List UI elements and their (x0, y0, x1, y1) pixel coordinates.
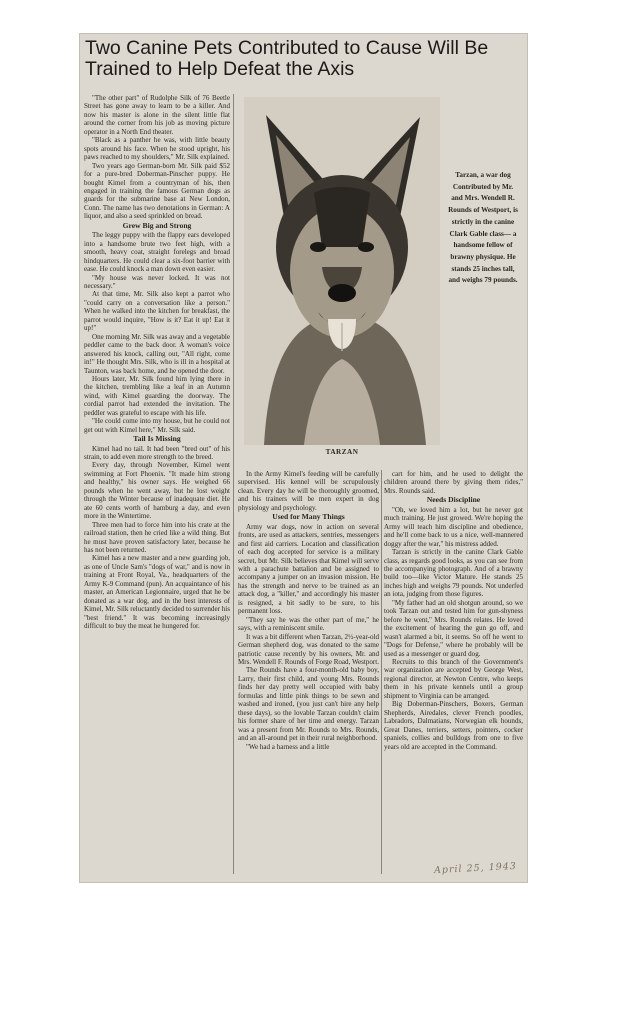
paragraph: One morning Mr. Silk was away and a vegetable peddler came to the back door. A woman's voice answered his knock, calling out, "All right, come in!" He thought Mrs. Silk, who is ill in a hospital at Taunton, was back home, and he opened the door. (84, 332, 230, 375)
paragraph: "We had a harness and a little (246, 742, 330, 751)
paragraph: "Black as a panther he was, with little beauty spots around his face. When he stood upright, his paws reached to my shoulders," Mr. Silk explained. (84, 136, 230, 162)
tarzan-photo (244, 97, 440, 445)
paragraph: "He could come into my house, but he could not get out with Kimel here," Mr. Silk said. (84, 417, 230, 434)
headline: Two Canine Pets Contributed to Cause Will Be Trained to Help Defeat the Axis (85, 37, 489, 80)
paragraph: Kimel has a new master and a new guarding job, as one of Uncle Sam's "dogs of war," and is now in training at Front Royal, Va., headquarters of the Army K-9 Command (pun). An acquaintance of his master, an American Legionnaire, urged that he be donated as a war dog, and in the best interests of Kimel, Mr. Silk reluctantly decided to surrender his "best friend." It was becoming increasingly difficult to buy the meat he hungered for. (84, 554, 230, 631)
paragraph: "My house was never locked. It was not necessary." (84, 273, 230, 290)
paragraph: cart for him, and he used to delight the children around there by giving them rides," Mrs. Rounds said. (384, 470, 523, 495)
paragraph: Every day, through November, Kimel went swimming at Fort Phoenix. "It made him strong and healthy," his owner says. He weighed 66 pounds when he went away, but he lost weight through the Winter because of inadequate diet. He ate 60 cents worth of hamburg a day, and even more in the Wintertime. (84, 461, 230, 521)
paragraph: "They say he was the other part of me," he says, with a reminiscent smile. (238, 615, 379, 633)
paragraph: In the Army Kimel's feeding will be carefully supervised. His kennel will be scrupulously clean. Every day he will be thoroughly groomed, and his trainers will be men expert in dog physiology and psychology. (238, 470, 379, 512)
subhead-grew-big: Grew Big and Strong (122, 220, 192, 230)
column-rule (381, 470, 382, 874)
subhead-discipline: Needs Discipline (426, 495, 481, 505)
subhead-many-things: Used for Many Things (272, 512, 345, 522)
article-column-1 (84, 94, 230, 874)
paragraph: Hours later, Mr. Silk found him lying there in the kitchen, trembling like a leaf in an Autumn wind, with Kimel guarding the doorway. The cordial parrot had extended the invitation. The peddler was grateful to escape with his life. (84, 374, 230, 417)
paragraph: Three men had to force him into his crate at the railroad station, then he cried like a wild thing. But he must have proven satisfactory later, because he has not been returned. (84, 520, 230, 555)
photo-label: TARZAN (325, 448, 359, 456)
photo-block (237, 94, 522, 466)
paragraph: The leggy puppy with the flappy ears developed into a handsome brute two feet high, with a smooth, heavy coat, straight forelegs and broad hindquarters. He could clear a six-foot barrier with ease. He could knock a man down even easier. (84, 231, 230, 274)
paragraph: "My father had an old shotgun around, so we took Tarzan out and tested him for gun-shyness before he went," Mrs. Rounds relates. He loved the excitement of hearing the gun go off, and wasn't alarmed a bit, it seems. So off he went to "Dogs for Defense," where he probably will be used as a messenger or guard dog. (384, 598, 523, 658)
paragraph: It was a bit different when Tarzan, 2½-year-old German shepherd dog, was donated to the same patriotic cause recently by his owners, Mr. and Mrs. Wendell F. Rounds of Forge Road, Westport. (238, 632, 379, 666)
subhead-tail-missing: Tail Is Missing (133, 434, 181, 444)
column-rule (233, 94, 234, 874)
article-column-3 (384, 470, 523, 877)
paragraph: "Oh, we loved him a lot, but he never got much training. He just growed. We're hoping the Army will teach him discipline and obedience, and he'll come back to us a nice, well-mannered doggy after the war," his mistress added. (384, 505, 523, 548)
paragraph: Army war dogs, now in action on several fronts, are used as attackers, sentries, messengers and first aid carriers. Location and classification of each dog accepted for service is a military secret, but Mr. Silk believes that Kimel will serve with a parachute battalion and be assigned to accompany a jumper on an invasion mission. He has the strength and nerve to be trained as an attack dog, a "killer," and accordingly his master is resigned, a bit sadly to be sure, to his permanent loss. (238, 522, 379, 616)
paragraph: Recruits to this branch of the Government's war organization are accepted by George West, regional director, at Newton Centre, who keeps them in his private kennels until a group shipment to Virginia can be arranged. (384, 657, 523, 700)
paragraph: Big Doberman-Pinschers, Boxers, German Shepherds, Airedales, clever French poodles, Labradors, Dalmatians, Norwegian elk hounds, Great Danes, terriers, setters, pointers, cocker spaniels, collies and bulldogs from one to five years old are accepted in the Command. (384, 700, 523, 751)
article-column-2 (238, 470, 379, 874)
photo-side-caption: Tarzan, a war dog Contributed by Mr. and Mrs. Wendell R. Rounds of Westport, is strictly in the canine Clark Gable class— a handsome fellow of brawny physique. He stands 25 inches tall, and weighs 79 pounds. (448, 171, 518, 285)
newspaper-clipping (79, 33, 528, 883)
paragraph: The Rounds have a four-month-old baby boy, Larry, their first child, and young Mrs. Rounds finds her day pretty well occupied with baby formulas and little pink things to be sewn and washed and ironed, (you just can't hire any help these days), so the lovable Tarzan couldn't claim his former share of her time and energy. Tarzan was a present from Mr. Rounds to Mrs. Rounds, and an all-around pet in their rural neighborhood. (238, 666, 379, 743)
handwritten-date: April 25, 1943 (433, 860, 518, 877)
paragraph: At that time, Mr. Silk also kept a parrot who "could carry on a conversation like a person." When he walked into the kitchen for breakfast, the parrot would inquire, "How is it? Eat it up! Eat it up!" (84, 290, 230, 333)
paragraph: Tarzan is strictly in the canine Clark Gable class, as regards good looks, as you can see from the accompanying photograph. And of a brawny build too—like Victor Mature. He stands 25 inches high and weighs 79 pounds. Not underfed an iota, judging from those figures. (384, 548, 523, 599)
paragraph: Kimel had no tail. It had been "bred out" of his strain, to add even more strength to the breed. (84, 444, 230, 462)
dog-portrait-image (244, 97, 440, 445)
paragraph: "The other part" of Rudolphe Silk of 76 Beetle Street has gone away to learn to be a killer. And now his master is alone in the silent little flat around the corner from his job as moving picture operator in a North End theater. (84, 94, 230, 136)
paragraph: Two years ago German-born Mr. Silk paid $52 for a pure-bred Doberman-Pinscher puppy. He bought Kimel from a countryman of his, then engaged in training the famous German dogs as guards for the submarine base at New London, Conn. The name has two denotations in German: A liquor, and also a seed sprinkled on bread. (84, 161, 230, 221)
